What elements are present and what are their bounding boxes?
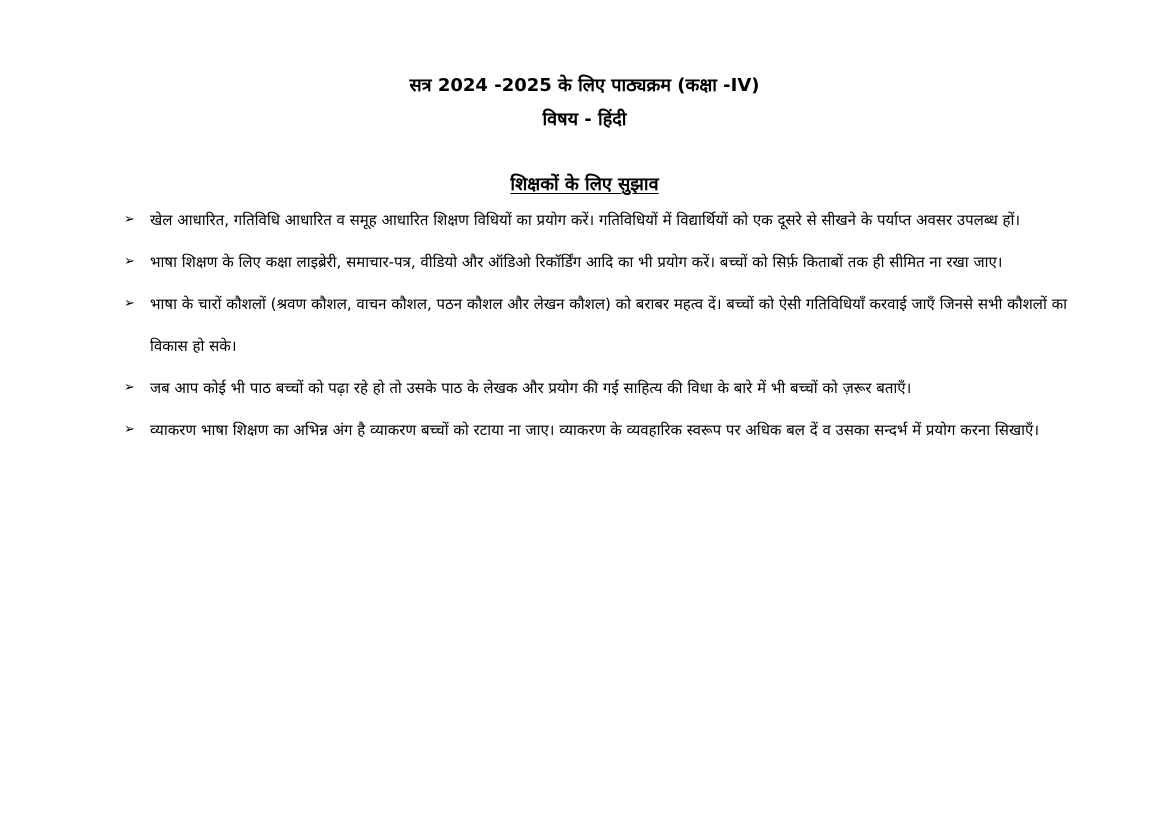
section-heading — [0, 173, 1169, 197]
suggestion-text: भाषा के चारों कौशलों (श्रवण कौशल, वाचन कौशल, पठन कौशल और लेखन कौशल) को बराबर महत्व दें। बच्चों को ऐसी गतिविधियाँ करवाई जाएँ जिनसे सभी कौशलों का विकास हो सके। — [150, 295, 1068, 355]
arrow-bullet-icon: ➢ — [124, 212, 135, 227]
arrow-bullet-icon: ➢ — [124, 296, 135, 311]
suggestion-list — [122, 199, 1067, 451]
suggestion-item — [122, 367, 1067, 409]
document-title: सत्र 2024 -2025 के लिए पाठ्यक्रम (कक्षा -IV) — [409, 75, 760, 96]
suggestion-item — [122, 409, 1067, 451]
suggestion-text: जब आप कोई भी पाठ बच्चों को पढ़ा रहे हो तो उसके पाठ के लेखक और प्रयोग की गई साहित्य की विधा के बारे में भी बच्चों को ज़रूर बताएँ। — [150, 379, 912, 397]
arrow-bullet-icon: ➢ — [124, 254, 135, 269]
suggestion-text: भाषा शिक्षण के लिए कक्षा लाइब्रेरी, समाचार-पत्र, वीडियो और ऑडिओ रिकॉर्डिंग आदि का भी प्रयोग करें। बच्चों को सिर्फ़ किताबों तक ही सीमित ना रखा जाए। — [150, 253, 1003, 271]
suggestion-item — [122, 283, 1067, 367]
arrow-bullet-icon: ➢ — [124, 422, 135, 437]
arrow-bullet-icon: ➢ — [124, 380, 135, 395]
suggestion-text: व्याकरण भाषा शिक्षण का अभिन्न अंग है व्याकरण बच्चों को रटाया ना जाए। व्याकरण के व्यवहारिक स्वरूप पर अधिक बल दें व उसका सन्दर्भ में प्रयोग करना सिखाएँ। — [150, 421, 1040, 439]
suggestion-item — [122, 199, 1067, 241]
suggestion-text: खेल आधारित, गतिविधि आधारित व समूह आधारित शिक्षण विधियों का प्रयोग करें। गतिविधियों में विद्यार्थियों को एक दूसरे से सीखने के पर्याप्त अवसर उपलब्ध हों। — [150, 211, 1021, 229]
document-subject: विषय - हिंदी — [542, 109, 627, 130]
suggestion-item — [122, 241, 1067, 283]
section-heading-text: शिक्षकों के लिए सुझाव — [510, 174, 659, 195]
